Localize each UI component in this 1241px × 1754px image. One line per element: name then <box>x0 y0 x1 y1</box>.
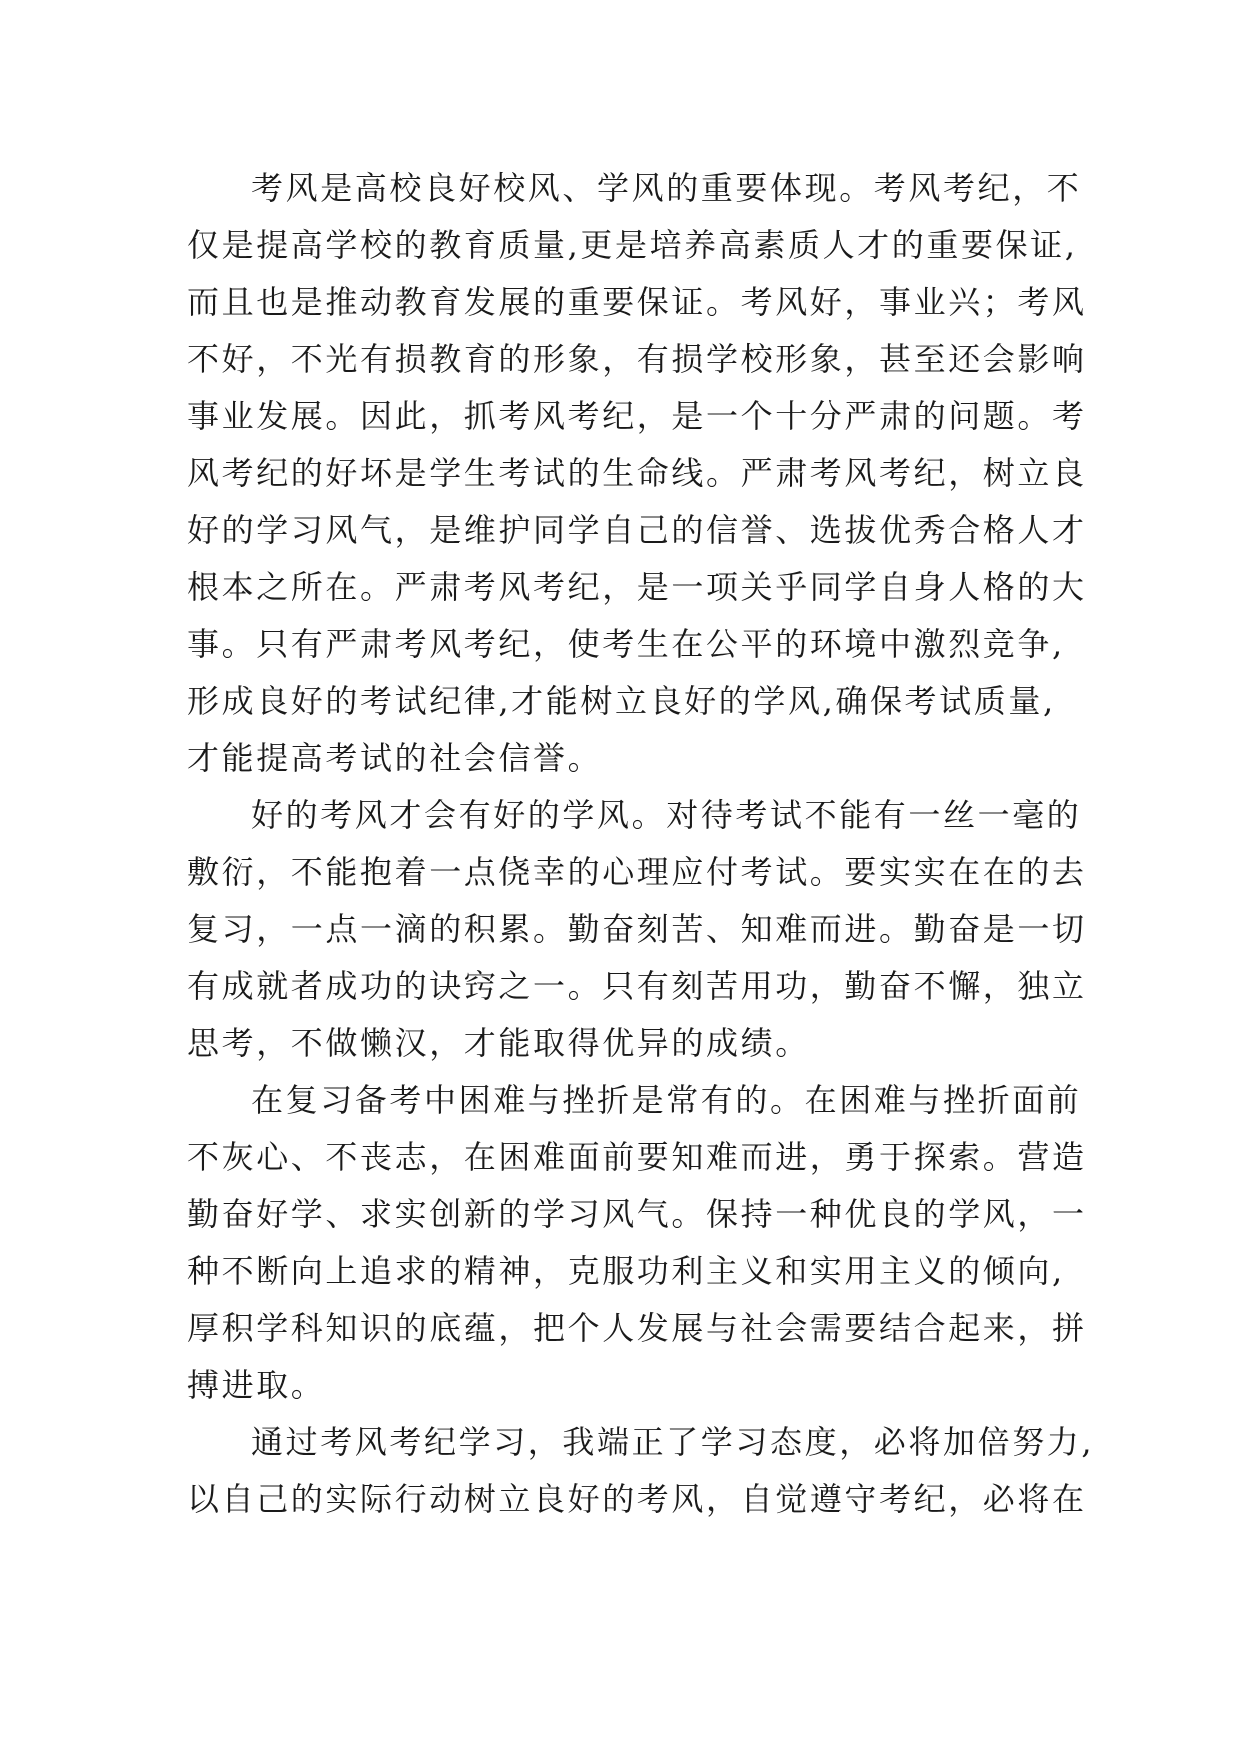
paragraph-2-line-5: 思考，不做懒汉，才能取得优异的成绩。 <box>187 1024 810 1062</box>
paragraph-1-line-8: 根本之所在。严肃考风考纪，是一项关乎同学自身人格的大 <box>187 568 1087 606</box>
paragraph-3-line-2: 不灰心、不丧志，在困难面前要知难而进，勇于探索。营造 <box>187 1138 1087 1176</box>
paragraph-1-line-5: 事业发展。因此，抓考风考纪，是一个十分严肃的问题。考 <box>187 397 1087 435</box>
paragraph-1-line-11: 才能提高考试的社会信誉。 <box>187 739 603 777</box>
paragraph-1-line-7: 好的学习风气，是维护同学自己的信誉、选拔优秀合格人才 <box>187 511 1087 549</box>
paragraph-3-line-5: 厚积学科知识的底蕴，把个人发展与社会需要结合起来，拼 <box>187 1309 1087 1347</box>
paragraph-2-line-1: 好的考风才会有好的学风。对待考试不能有一丝一毫的 <box>251 796 1082 834</box>
paragraph-3-line-3: 勤奋好学、求实创新的学习风气。保持一种优良的学风，一 <box>187 1195 1087 1233</box>
paragraph-3-line-1: 在复习备考中困难与挫折是常有的。在困难与挫折面前 <box>251 1081 1082 1119</box>
paragraph-1-line-3: 而且也是推动教育发展的重要保证。考风好，事业兴；考风 <box>187 283 1087 321</box>
paragraph-1-line-9: 事。只有严肃考风考纪，使考生在公平的环境中激烈竞争, <box>187 625 1065 663</box>
paragraph-1-line-6: 风考纪的好坏是学生考试的生命线。严肃考风考纪，树立良 <box>187 454 1087 492</box>
paragraph-1-line-4: 不好，不光有损教育的形象，有损学校形象，甚至还会影响 <box>187 340 1087 378</box>
paragraph-3-line-6: 搏进取。 <box>187 1366 326 1404</box>
paragraph-1-line-2: 仅是提高学校的教育质量,更是培养高素质人才的重要保证, <box>187 226 1078 264</box>
paragraph-2-line-3: 复习，一点一滴的积累。勤奋刻苦、知难而进。勤奋是一切 <box>187 910 1087 948</box>
paragraph-4-line-1: 通过考风考纪学习，我端正了学习态度，必将加倍努力, <box>251 1423 1095 1461</box>
paragraph-1-line-10: 形成良好的考试纪律,才能树立良好的学风,确保考试质量, <box>187 682 1056 720</box>
paragraph-1-line-1: 考风是高校良好校风、学风的重要体现。考风考纪，不 <box>251 169 1082 207</box>
paragraph-3-line-4: 种不断向上追求的精神，克服功利主义和实用主义的倾向, <box>187 1252 1065 1290</box>
paragraph-2-line-4: 有成就者成功的诀窍之一。只有刻苦用功，勤奋不懈，独立 <box>187 967 1087 1005</box>
document-body <box>187 160 1095 1528</box>
paragraph-2-line-2: 敷衍，不能抱着一点侥幸的心理应付考试。要实实在在的去 <box>187 853 1087 891</box>
paragraph-4-line-2: 以自己的实际行动树立良好的考风，自觉遵守考纪，必将在 <box>187 1480 1087 1518</box>
